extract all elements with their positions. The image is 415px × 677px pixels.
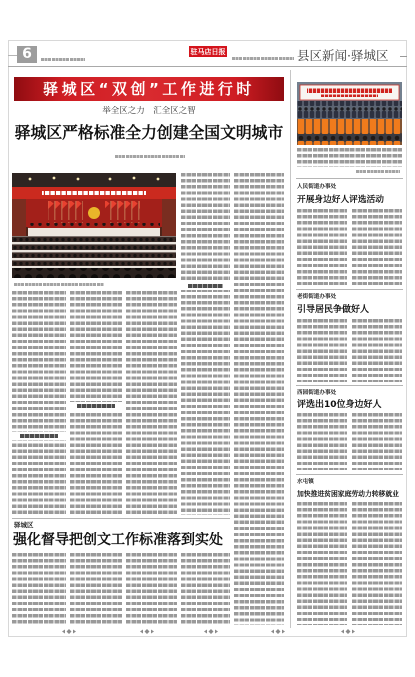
sidebar-rule xyxy=(296,289,403,290)
article-text-column xyxy=(126,291,177,515)
section-title: 县区新闻·驿城区 xyxy=(297,48,389,63)
issue-date-line xyxy=(41,58,85,61)
sidebar-article-headline: 引导居民争做好人 xyxy=(297,305,370,315)
back-row-people xyxy=(297,101,402,121)
article-subheading xyxy=(181,282,230,290)
page-number: 6 xyxy=(17,46,37,63)
page-ornament xyxy=(204,629,218,634)
sidebar-article-headline: 开展身边好人评选活动 xyxy=(297,195,384,205)
article-text-column xyxy=(12,291,66,515)
article-subtitle: 举全区之力 汇全区之智 xyxy=(102,106,196,116)
audience-rows xyxy=(12,236,176,270)
header-rule xyxy=(8,66,407,67)
party-emblem xyxy=(88,207,100,219)
front-row-volunteers xyxy=(297,119,402,145)
article-text-column xyxy=(297,209,347,285)
page-ornament xyxy=(62,629,76,634)
stage-banner xyxy=(12,187,176,199)
photo-byline xyxy=(356,170,400,173)
subheading-text xyxy=(77,404,114,408)
article-text-column xyxy=(352,209,402,285)
sidebar-article-kicker: 西园街道办事处 xyxy=(297,390,337,396)
page-ornament xyxy=(140,629,154,634)
article-text-column xyxy=(297,502,347,625)
editor-credits-line xyxy=(232,57,294,60)
main-byline xyxy=(115,155,185,158)
conference-hall-image xyxy=(12,173,176,278)
sidebar-rule xyxy=(296,178,403,179)
sidebar-article-kicker: 水屯镇 xyxy=(297,479,314,485)
volunteers-photo xyxy=(297,82,402,145)
subheading-text xyxy=(188,284,223,288)
presidium-table xyxy=(28,223,160,236)
sidebar-article-headline: 加快推进贫困家庭劳动力转移就业 xyxy=(297,490,399,498)
article-text-column xyxy=(297,413,347,470)
subheading-text xyxy=(20,434,59,438)
event-banner xyxy=(300,85,399,100)
article-text-column xyxy=(126,553,177,625)
masthead-logo: 驻马店日报 xyxy=(190,47,226,56)
article-text-column xyxy=(70,553,122,625)
article-text-column xyxy=(12,553,66,625)
article-text-column xyxy=(352,502,402,625)
bottom-article-kicker: 驿城区 xyxy=(14,521,34,529)
sidebar-article-kicker: 人民街道办事处 xyxy=(297,184,337,190)
photo-caption xyxy=(14,283,104,286)
topic-banner: 驿城区“双创”工作进行时 xyxy=(14,77,284,101)
page-ornament xyxy=(341,629,355,634)
sidebar-rule xyxy=(296,385,403,386)
article-subheading xyxy=(12,432,66,440)
article-text-column xyxy=(234,173,284,625)
ceiling-lights xyxy=(12,173,176,188)
article-text-column xyxy=(352,413,402,470)
article-text-column xyxy=(352,319,402,382)
article-text-column xyxy=(181,173,230,515)
header-left-stub xyxy=(8,55,17,56)
conference-photo xyxy=(12,173,176,278)
volunteers-group-image xyxy=(297,82,402,145)
article-subheading xyxy=(70,402,122,410)
foreground-audience xyxy=(12,268,176,278)
bottom-article-rule xyxy=(12,518,230,519)
page-ornament xyxy=(271,629,285,634)
article-text-column xyxy=(297,319,347,382)
sidebar-article-headline: 评选出10位身边好人 xyxy=(297,400,382,410)
column-divider xyxy=(290,70,291,628)
sidebar-article-kicker: 老街街道办事处 xyxy=(297,294,337,300)
photo-caption xyxy=(297,148,402,167)
sidebar-rule xyxy=(296,474,403,475)
article-text-column xyxy=(181,553,230,625)
header-right-stub xyxy=(400,56,407,57)
main-headline: 驿城区严格标准全力创建全国文明城市 xyxy=(14,123,284,142)
bottom-article-headline: 强化督导把创文工作标准落到实处 xyxy=(13,532,223,548)
